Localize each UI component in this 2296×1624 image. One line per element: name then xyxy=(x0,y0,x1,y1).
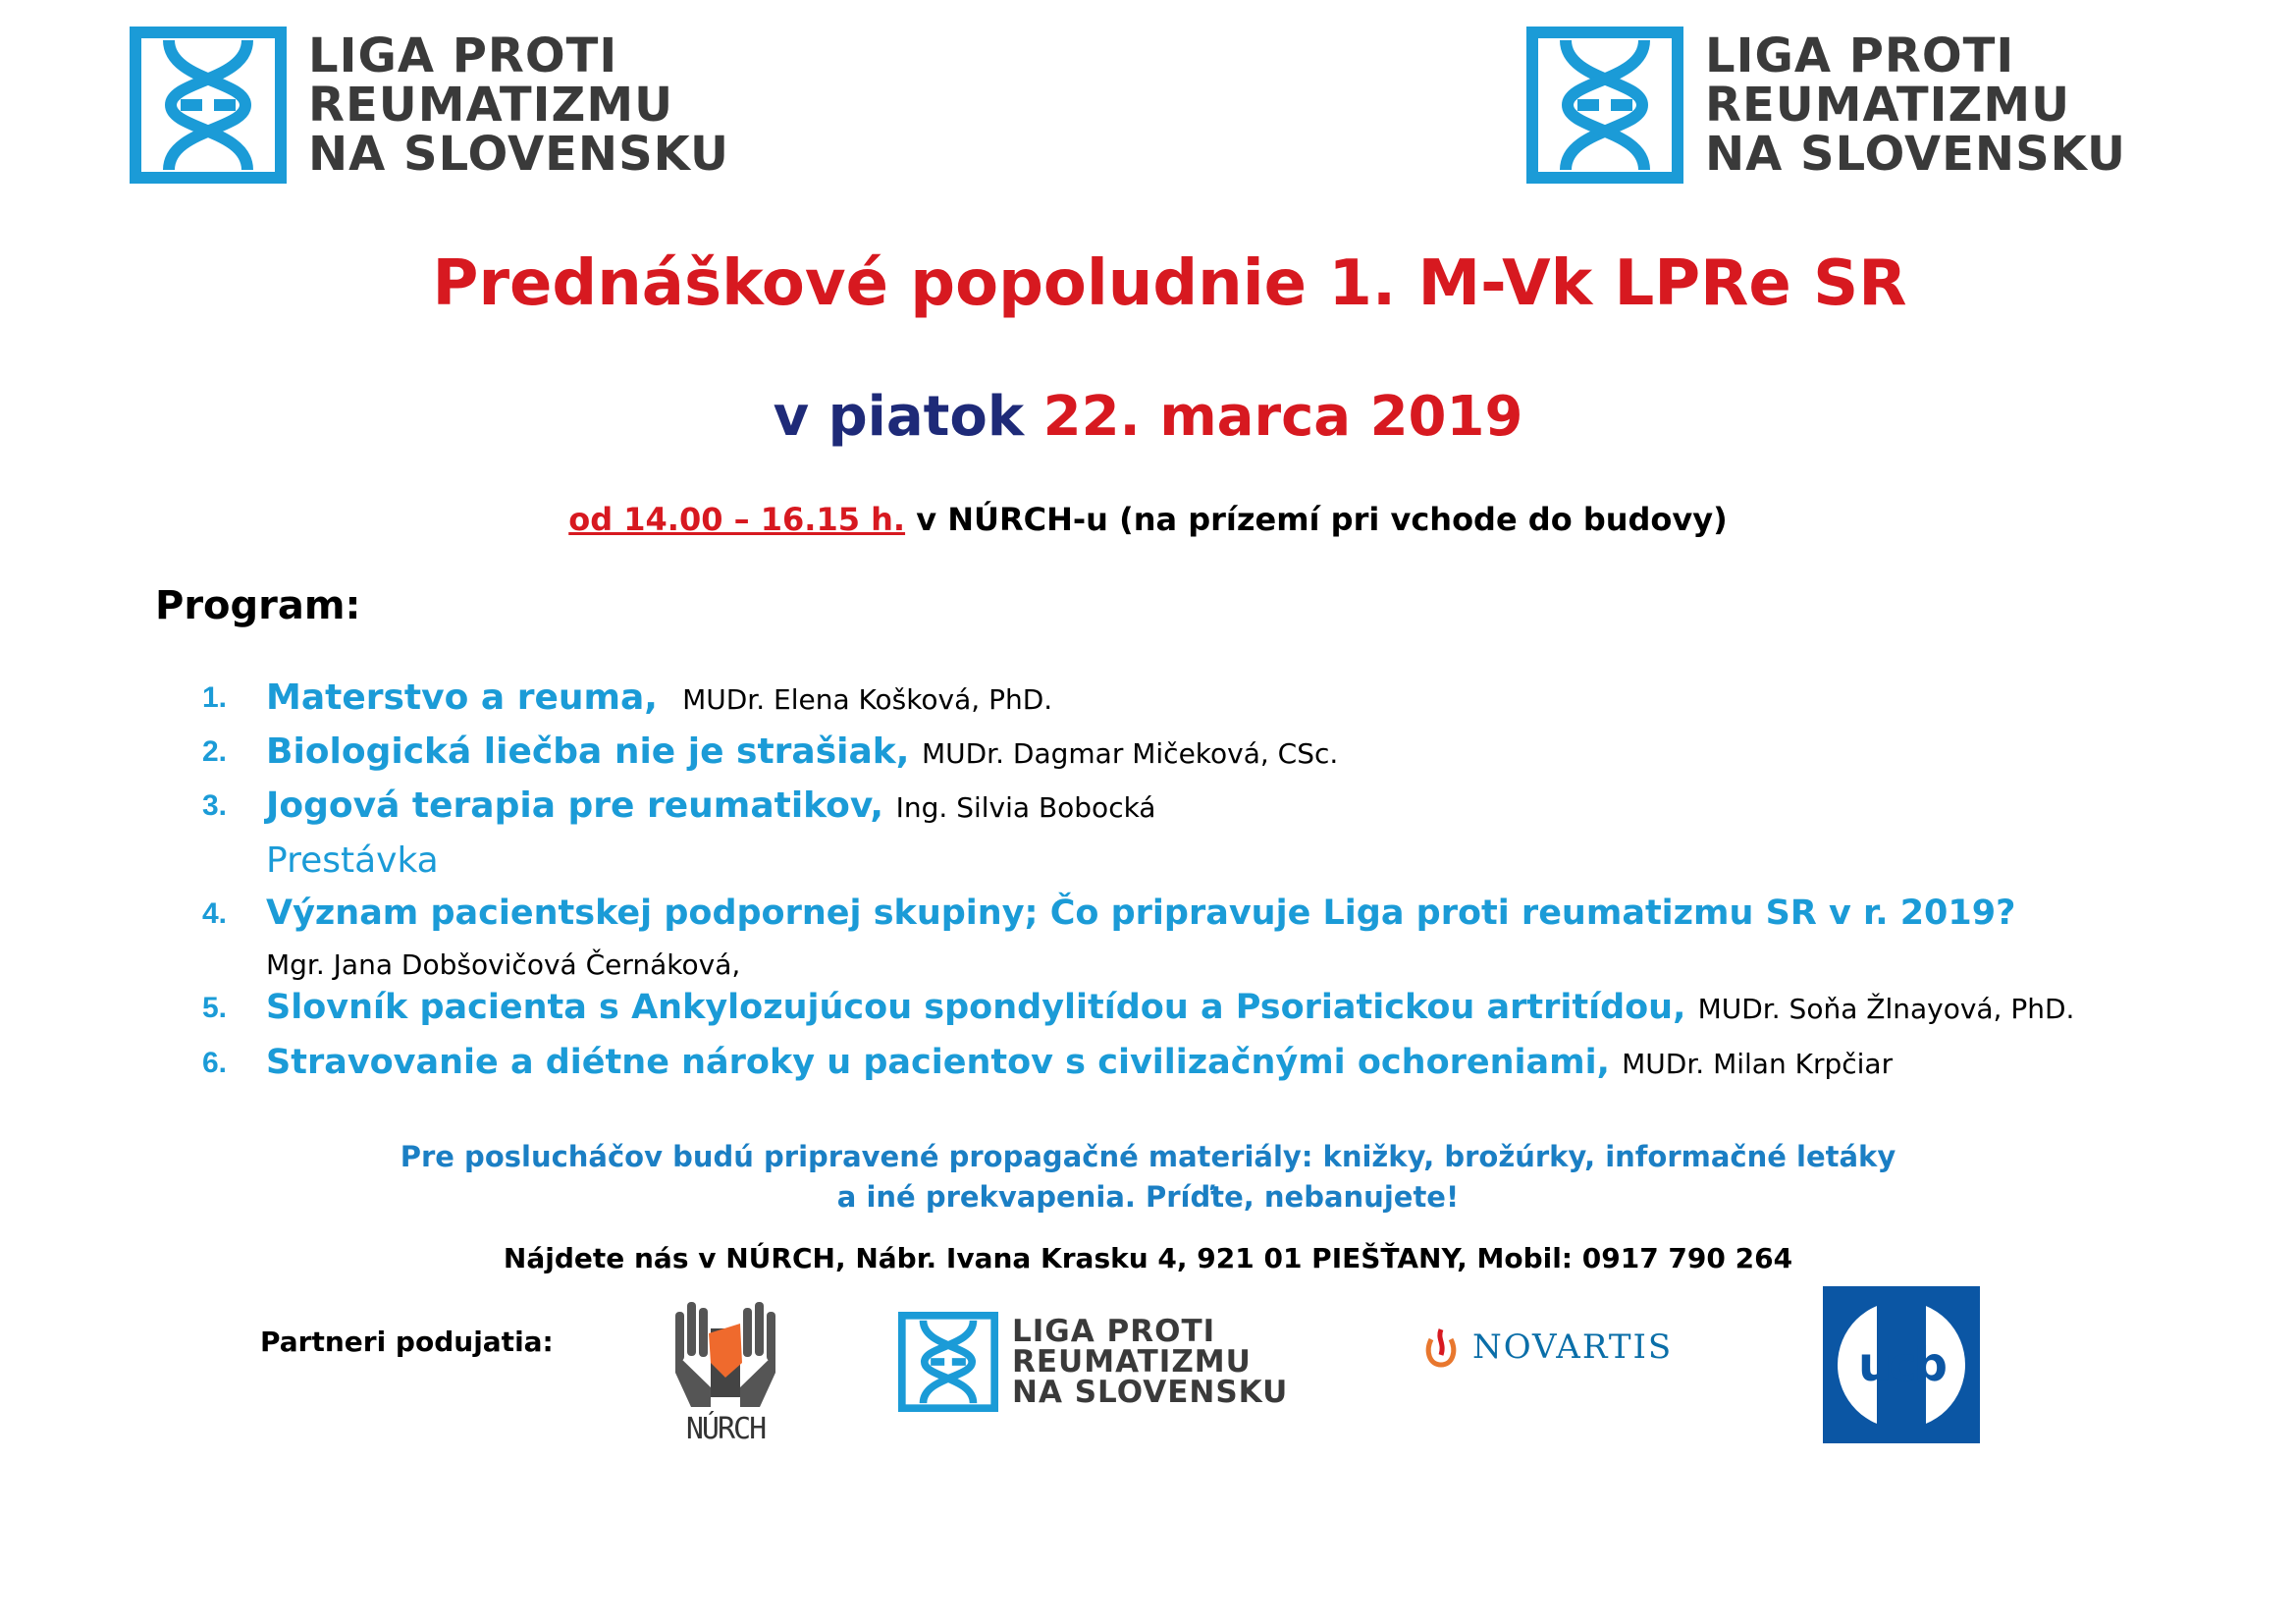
liga-partner-logo xyxy=(898,1312,1288,1412)
ucb-wordmark: ucb xyxy=(1858,1337,1945,1392)
logo-line-1: LIGA PROTI xyxy=(1705,28,2015,83)
logo-line-2: REUMATIZMU xyxy=(308,78,674,133)
materials-notice xyxy=(0,1137,2296,1218)
event-date: 22. marca 2019 xyxy=(1042,385,1523,449)
novartis-flame-icon xyxy=(1421,1326,1461,1369)
event-time-place xyxy=(0,501,2296,538)
notice-line-2: a iné prekvapenia. Príďte, nebanujete! xyxy=(836,1180,1460,1214)
logo-line-3: NA SLOVENSKU xyxy=(1705,127,2126,182)
logo-line-2: REUMATIZMU xyxy=(1012,1343,1252,1380)
event-place: v NÚRCH-u (na prízemí pri vchode do budovy) xyxy=(916,501,1728,538)
liga-emblem-icon xyxy=(1526,27,1683,184)
ucb-logo xyxy=(1823,1286,1980,1443)
item-number: 6. xyxy=(202,1047,228,1079)
liga-logo-left xyxy=(130,27,729,184)
novartis-logo xyxy=(1421,1326,1673,1369)
logo-line-1: LIGA PROTI xyxy=(308,28,618,83)
contact-line: Nájdete nás v NÚRCH, Nábr. Ivana Krasku 4, 921 01 PIEŠŤANY, Mobil: 0917 790 264 xyxy=(503,1242,1793,1274)
item-speaker: MUDr. Elena Košková, PhD. xyxy=(682,683,1053,716)
logo-line-1: LIGA PROTI xyxy=(1012,1313,1216,1349)
item-speaker: MUDr. Dagmar Mičeková, CSc. xyxy=(921,737,1339,770)
date-prefix: v piatok xyxy=(773,385,1025,449)
item-speaker: MUDr. Soňa Žlnayová, PhD. xyxy=(1697,993,2075,1025)
item-number: 4. xyxy=(202,897,228,930)
item-number: 5. xyxy=(202,992,228,1024)
item-topic: Jogová terapia pre reumatikov, Ing. Silvia Bobocká xyxy=(266,785,1156,826)
item-topic: Biologická liečba nie je strašiak, MUDr. Dagmar Mičeková, CSc. xyxy=(266,731,1339,772)
break-label: Prestávka xyxy=(266,840,439,881)
event-title: Prednáškové popoludnie 1. M-Vk LPRe SR xyxy=(432,247,1907,320)
item-speaker: MUDr. Milan Krpčiar xyxy=(1622,1048,1894,1080)
nurch-logo-text: NÚRCH xyxy=(685,1412,766,1446)
event-date-line xyxy=(0,385,2296,449)
liga-emblem-icon xyxy=(130,27,287,184)
item-topic: Materstvo a reuma, MUDr. Elena Košková, PhD. xyxy=(266,677,1053,718)
hands-icon xyxy=(671,1294,779,1407)
nurch-logo xyxy=(671,1294,779,1446)
notice-line-1: Pre poslucháčov budú pripravené propagačné materiály: knižky, brožúrky, informačné letáky xyxy=(400,1140,1896,1173)
liga-logo-right xyxy=(1526,27,2126,184)
program-heading: Program: xyxy=(155,583,361,628)
item-topic: Význam pacientskej podpornej skupiny; Čo pripravuje Liga proti reumatizmu SR v r. 2019? xyxy=(266,893,2016,933)
item-speaker: Ing. Silvia Bobocká xyxy=(895,791,1156,824)
item-number: 1. xyxy=(202,681,228,714)
novartis-wordmark: NOVARTIS xyxy=(1472,1327,1674,1367)
item-number: 3. xyxy=(202,789,228,822)
item-topic: Slovník pacienta s Ankylozujúcou spondylitídou a Psoriatickou artritídou, MUDr. Soňa Žlnayová, PhD. xyxy=(266,988,2075,1027)
item-speaker: Mgr. Jana Dobšovičová Černáková, xyxy=(266,948,741,981)
logo-line-2: REUMATIZMU xyxy=(1705,78,2071,133)
event-time: od 14.00 – 16.15 h. xyxy=(568,501,906,538)
liga-emblem-icon xyxy=(898,1312,998,1412)
item-number: 2. xyxy=(202,735,228,768)
logo-line-3: NA SLOVENSKU xyxy=(1012,1374,1289,1410)
item-topic: Stravovanie a diétne nároky u pacientov s civilizačnými ochoreniami, MUDr. Milan Krpčiar xyxy=(266,1043,1894,1082)
partners-label: Partneri podujatia: xyxy=(260,1326,554,1358)
logo-line-3: NA SLOVENSKU xyxy=(308,127,729,182)
